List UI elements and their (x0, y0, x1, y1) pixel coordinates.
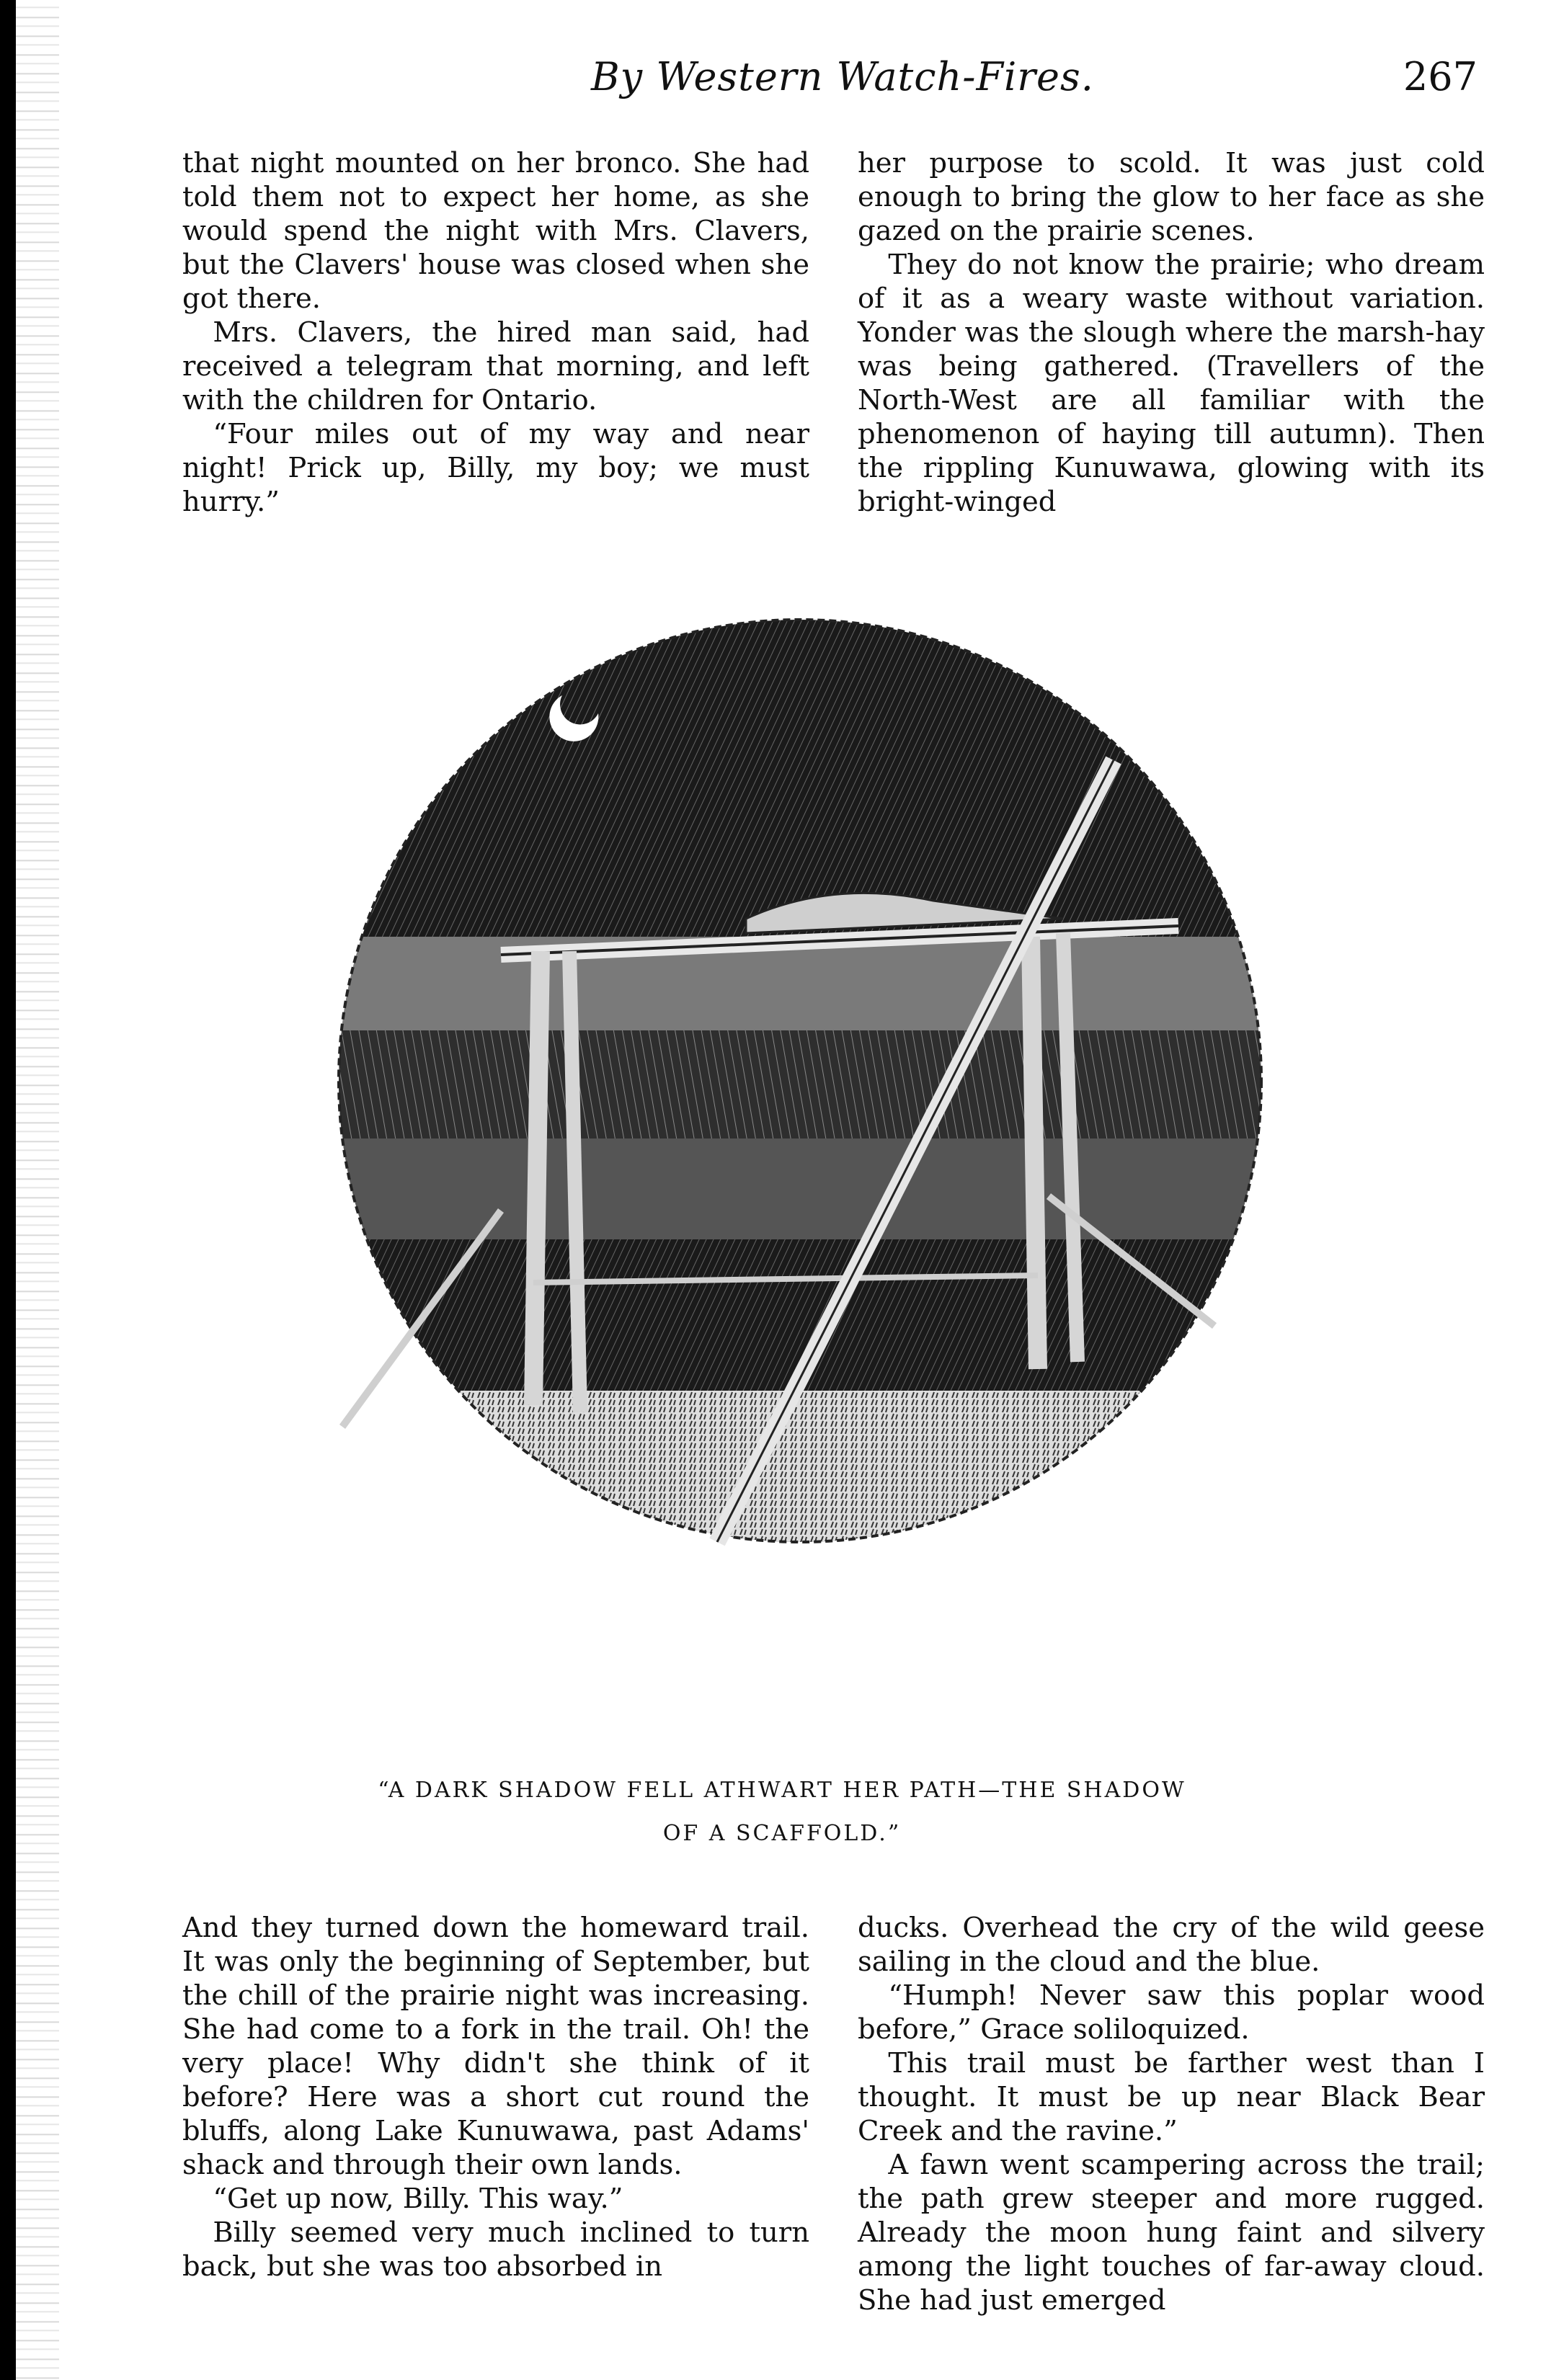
running-title: By Western Watch-Fires. (591, 54, 1094, 99)
paragraph: her purpose to scold. It was just cold enough to bring the glow to her face as she gazed on the prairie scenes. (858, 147, 1485, 247)
top-left-column (182, 146, 809, 519)
caption-line: “A DARK SHADOW FELL ATHWART HER PATH—THE SHADOW (378, 1778, 1186, 1803)
running-head (180, 54, 1478, 104)
paragraph: Mrs. Clavers, the hired man said, had received a telegram that morning, and left with the children for Ontario. (182, 316, 809, 416)
bottom-left-column (182, 1911, 809, 2283)
paragraph: ducks. Overhead the cry of the wild geese sailing in the cloud and the blue. (858, 1912, 1485, 1978)
paragraph: They do not know the prairie; who dream of it as a weary waste without variation. Yonder was the slough where the marsh-hay was being gathered. (Travellers of the North-West are all familiar with the phenomenon of haying till autumn). Then the rippling Kunuwawa, glowing with its bright-winged (858, 249, 1485, 518)
scaffold-illustration (285, 562, 1308, 1693)
paragraph: A fawn went scampering across the trail; the path grew steeper and more rugged. Already the moon hung faint and silvery among the light touches of far-away cloud. She had just emerged (858, 2149, 1485, 2317)
figure-caption (216, 1769, 1348, 1855)
page-edge-shading (16, 0, 59, 2380)
paragraph: “Get up now, Billy. This way.” (213, 2183, 623, 2215)
page-number: 267 (1403, 54, 1478, 99)
bottom-right-column (858, 1911, 1485, 2317)
top-right-column (858, 146, 1485, 519)
page-binding-edge (0, 0, 16, 2380)
caption-line: OF A SCAFFOLD.” (662, 1821, 902, 1846)
paragraph: “Humph! Never saw this poplar wood before,” Grace soliloquized. (858, 1979, 1485, 2046)
paragraph: that night mounted on her bronco. She had told them not to expect her home, as she would spend the night with Mrs. Clavers, but the Clavers' house was closed when she got there. (182, 147, 809, 315)
paragraph: This trail must be farther west than I thought. It must be up near Black Bear Creek and the ravine.” (858, 2047, 1485, 2147)
paragraph: Billy seemed very much inclined to turn back, but she was too absorbed in (182, 2216, 809, 2283)
paragraph: And they turned down the homeward trail. It was only the beginning of September, but the chill of the prairie night was increasing. She had come to a fork in the trail. Oh! the very place! Why didn't she think of it before? Here was a short cut round the bluffs, along Lake Kunuwawa, past Adams' shack and through their own lands. (182, 1912, 809, 2181)
paragraph: “Four miles out of my way and near night! Prick up, Billy, my boy; we must hurry.” (182, 418, 809, 518)
